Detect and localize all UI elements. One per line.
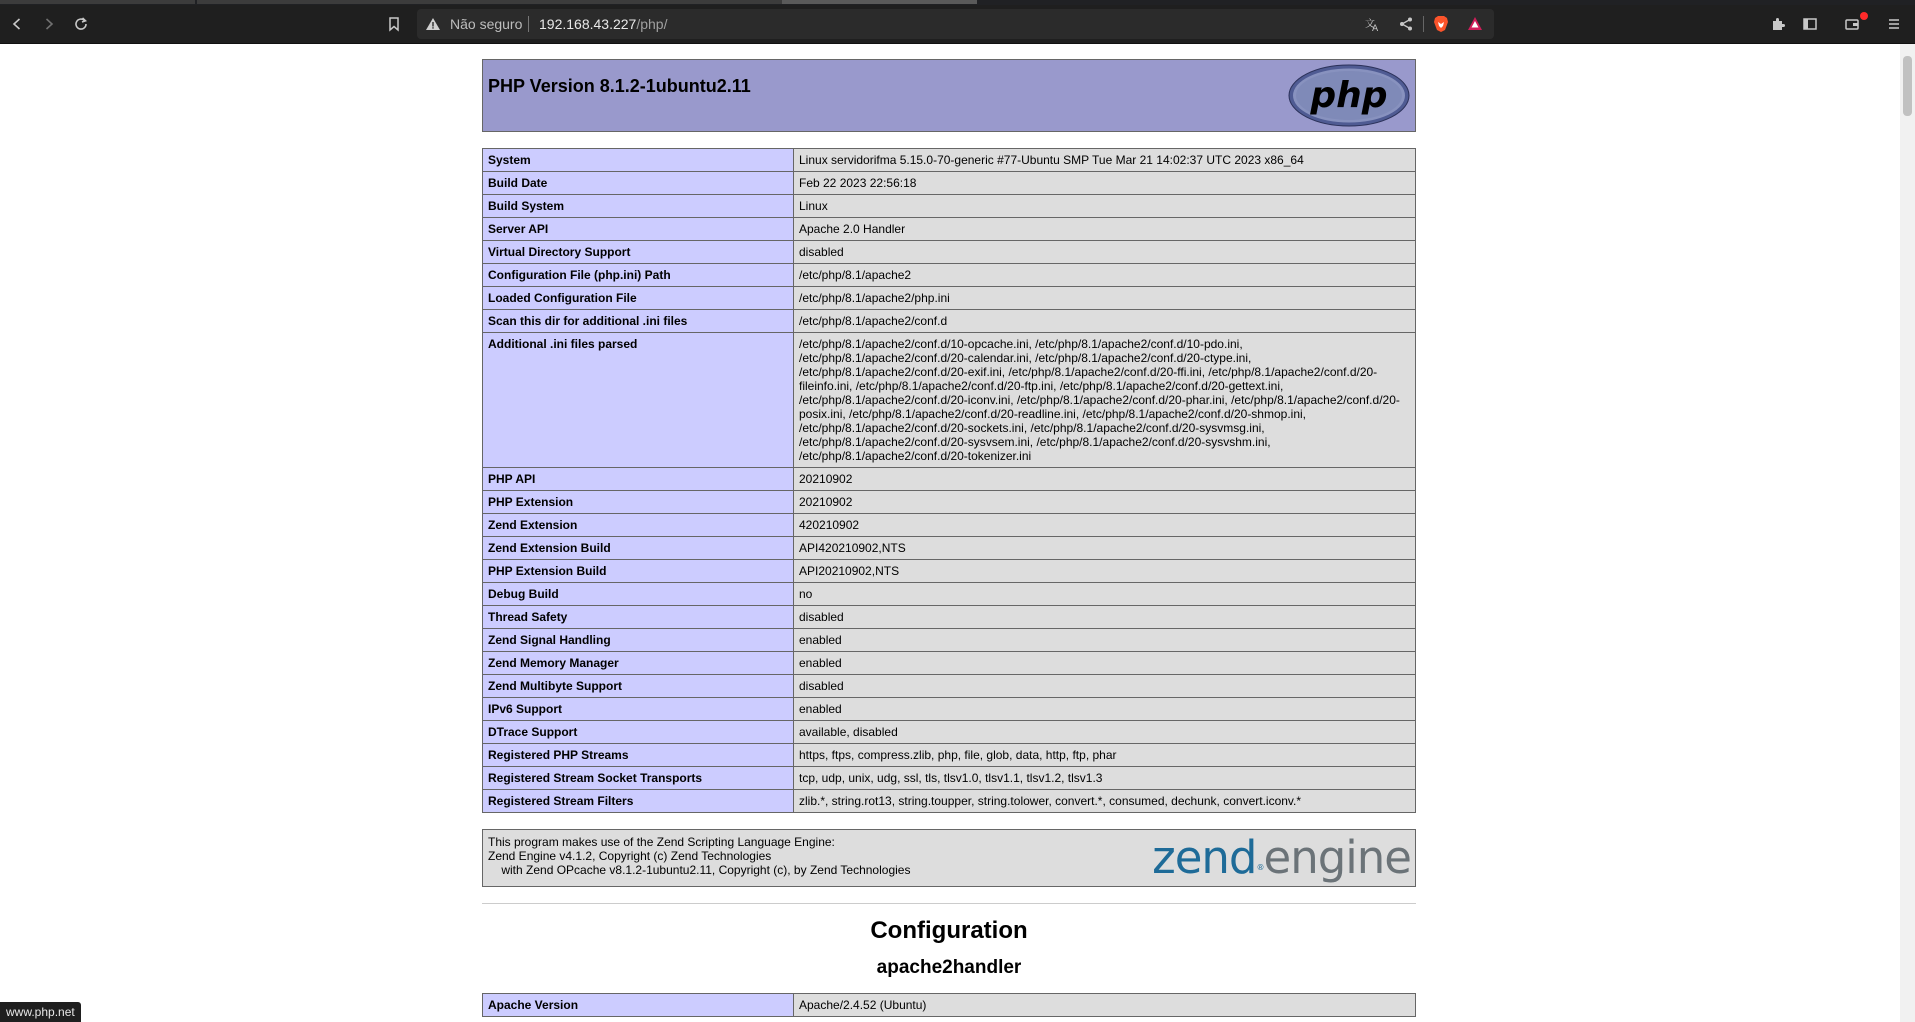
tab[interactable] <box>0 0 195 4</box>
row-label: Zend Memory Manager <box>483 652 794 675</box>
zend-engine-logo[interactable] <box>1152 833 1411 883</box>
row-label: Apache Version <box>483 994 794 1017</box>
row-value: API20210902,NTS <box>794 560 1416 583</box>
table-row <box>483 698 1416 721</box>
divider <box>1423 16 1424 32</box>
row-value: API420210902,NTS <box>794 537 1416 560</box>
security-label[interactable]: Não seguro <box>450 16 523 32</box>
brave-shield-icon[interactable] <box>1432 15 1450 33</box>
registered-mark: ® <box>1256 863 1264 872</box>
row-value: /etc/php/8.1/apache2/conf.d <box>794 310 1416 333</box>
row-value: Linux <box>794 195 1416 218</box>
warning-icon <box>425 16 441 32</box>
table-row <box>483 537 1416 560</box>
zend-line: Zend Engine v4.1.2, Copyright (c) Zend Technologies <box>488 849 772 863</box>
info-table <box>482 148 1416 813</box>
row-label: Additional .ini files parsed <box>483 333 794 468</box>
phpinfo-header <box>482 59 1416 132</box>
row-label: Debug Build <box>483 583 794 606</box>
table-row <box>483 287 1416 310</box>
zend-line: with Zend OPcache v8.1.2-1ubuntu2.11, Copyright (c), by Zend Technologies <box>488 863 911 877</box>
svg-text:文: 文 <box>1365 19 1375 30</box>
table-row <box>483 675 1416 698</box>
row-value: enabled <box>794 652 1416 675</box>
row-value: Apache 2.0 Handler <box>794 218 1416 241</box>
share-icon[interactable] <box>1398 16 1414 32</box>
row-label: PHP Extension <box>483 491 794 514</box>
section-divider <box>482 903 1416 904</box>
phpinfo-container <box>482 59 1416 1017</box>
translate-icon[interactable] <box>1364 16 1380 32</box>
table-row <box>483 994 1416 1017</box>
table-row <box>483 744 1416 767</box>
table-row <box>483 721 1416 744</box>
row-label: Configuration File (php.ini) Path <box>483 264 794 287</box>
row-label: Zend Extension Build <box>483 537 794 560</box>
zend-logo-part: engine <box>1263 831 1411 884</box>
row-value: enabled <box>794 629 1416 652</box>
row-label: System <box>483 149 794 172</box>
module-heading: apache2handler <box>876 957 1022 978</box>
row-value: available, disabled <box>794 721 1416 744</box>
brave-rewards-icon[interactable] <box>1466 15 1484 33</box>
row-value: tcp, udp, unix, udg, ssl, tls, tlsv1.0, tlsv1.1, tlsv1.2, tlsv1.3 <box>794 767 1416 790</box>
zend-logo-part: zend <box>1152 831 1257 884</box>
php-logo-text: php <box>1310 75 1388 116</box>
row-label: Server API <box>483 218 794 241</box>
row-value: /etc/php/8.1/apache2 <box>794 264 1416 287</box>
row-label: Virtual Directory Support <box>483 241 794 264</box>
row-label: DTrace Support <box>483 721 794 744</box>
php-logo[interactable] <box>1288 64 1410 132</box>
table-row <box>483 652 1416 675</box>
table-row <box>483 264 1416 287</box>
row-value: 20210902 <box>794 468 1416 491</box>
row-label: Build Date <box>483 172 794 195</box>
row-value: https, ftps, compress.zlib, php, file, glob, data, http, ftp, phar <box>794 744 1416 767</box>
row-label: Scan this dir for additional .ini files <box>483 310 794 333</box>
table-row <box>483 629 1416 652</box>
zend-line: This program makes use of the Zend Scripting Language Engine: <box>488 835 835 849</box>
tab-active[interactable] <box>782 0 977 4</box>
row-value: disabled <box>794 675 1416 698</box>
row-value: Linux servidorifma 5.15.0-70-generic #77-Ubuntu SMP Tue Mar 21 14:02:37 UTC 2023 x86_64 <box>794 149 1416 172</box>
row-value: enabled <box>794 698 1416 721</box>
table-row <box>483 468 1416 491</box>
row-label: Zend Multibyte Support <box>483 675 794 698</box>
row-label: Registered PHP Streams <box>483 744 794 767</box>
svg-text:A: A <box>1372 24 1379 32</box>
module-table <box>482 993 1416 1017</box>
row-label: Thread Safety <box>483 606 794 629</box>
scrollbar-thumb[interactable] <box>1903 56 1912 116</box>
row-label: Zend Extension <box>483 514 794 537</box>
row-value: /etc/php/8.1/apache2/php.ini <box>794 287 1416 310</box>
url-text[interactable] <box>539 15 667 33</box>
row-value: zlib.*, string.rot13, string.toupper, string.tolower, convert.*, consumed, dechunk, convert.iconv.* <box>794 790 1416 813</box>
tab[interactable] <box>197 0 392 4</box>
tab[interactable] <box>392 0 587 4</box>
table-row <box>483 491 1416 514</box>
reload-icon[interactable] <box>69 12 93 36</box>
page-viewport <box>0 44 1900 1022</box>
back-icon[interactable] <box>5 12 29 36</box>
row-value: disabled <box>794 606 1416 629</box>
sidebar-icon[interactable] <box>1798 12 1822 36</box>
table-row <box>483 560 1416 583</box>
table-row <box>483 514 1416 537</box>
row-value: Feb 22 2023 22:56:18 <box>794 172 1416 195</box>
table-row <box>483 310 1416 333</box>
address-bar[interactable] <box>417 9 1494 39</box>
table-row <box>483 583 1416 606</box>
url-path: /php/ <box>636 16 668 32</box>
table-row <box>483 790 1416 813</box>
row-value: no <box>794 583 1416 606</box>
row-label: Build System <box>483 195 794 218</box>
configuration-heading: Configuration <box>870 917 1028 944</box>
row-value: Apache/2.4.52 (Ubuntu) <box>794 994 1416 1017</box>
vertical-scrollbar[interactable] <box>1900 44 1915 1022</box>
row-value: /etc/php/8.1/apache2/conf.d/10-opcache.ini, /etc/php/8.1/apache2/conf.d/10-pdo.ini, /etc/php/8.1/apache2/conf.d/20-calendar.ini, /etc/php/8.1/apache2/conf.d/20-ctype.ini, /etc/php/8.1/apache2/conf.d/20-exif.ini, /etc/php/8.1/apache2/conf.d/20-ffi.ini, /etc/php/8.1/apache2/conf.d/20-fileinfo.ini, /etc/php/8.1/apache2/conf.d/20-ftp.ini, /etc/php/8.1/apache2/conf.d/20-gettext.ini, /etc/php/8.1/apache2/conf.d/20-iconv.ini, /etc/php/8.1/apache2/conf.d/20-phar.ini, /etc/php/8.1/apache2/conf.d/20-posix.ini, /etc/php/8.1/apache2/conf.d/20-readline.ini, /etc/php/8.1/apache2/conf.d/20-shmop.ini, /etc/php/8.1/apache2/conf.d/20-sockets.ini, /etc/php/8.1/apache2/conf.d/20-sysvmsg.ini, /etc/php/8.1/apache2/conf.d/20-sysvsem.ini, /etc/php/8.1/apache2/conf.d/20-sysvshm.ini, /etc/php/8.1/apache2/conf.d/20-tokenizer.ini <box>794 333 1416 468</box>
zend-credits <box>488 835 910 877</box>
table-row <box>483 149 1416 172</box>
row-label: PHP Extension Build <box>483 560 794 583</box>
table-row <box>483 767 1416 790</box>
menu-icon[interactable] <box>1882 12 1906 36</box>
divider <box>528 16 529 32</box>
row-label: Registered Stream Socket Transports <box>483 767 794 790</box>
table-row <box>483 606 1416 629</box>
row-label: Loaded Configuration File <box>483 287 794 310</box>
bookmark-icon[interactable] <box>382 12 406 36</box>
status-bar: www.php.net <box>0 1002 81 1022</box>
table-row <box>483 195 1416 218</box>
zend-engine-box <box>482 829 1416 887</box>
tab[interactable] <box>587 0 782 4</box>
row-value: 20210902 <box>794 491 1416 514</box>
notification-badge <box>1860 12 1868 20</box>
forward-icon[interactable] <box>37 12 61 36</box>
browser-toolbar <box>0 5 1915 44</box>
row-label: IPv6 Support <box>483 698 794 721</box>
row-label: Zend Signal Handling <box>483 629 794 652</box>
row-value: disabled <box>794 241 1416 264</box>
row-label: Registered Stream Filters <box>483 790 794 813</box>
url-host: 192.168.43.227 <box>539 16 637 32</box>
row-label: PHP API <box>483 468 794 491</box>
extensions-icon[interactable] <box>1766 12 1790 36</box>
table-row <box>483 333 1416 468</box>
table-row <box>483 241 1416 264</box>
table-row <box>483 172 1416 195</box>
table-row <box>483 218 1416 241</box>
row-value: 420210902 <box>794 514 1416 537</box>
page-title: PHP Version 8.1.2-1ubuntu2.11 <box>488 76 751 96</box>
